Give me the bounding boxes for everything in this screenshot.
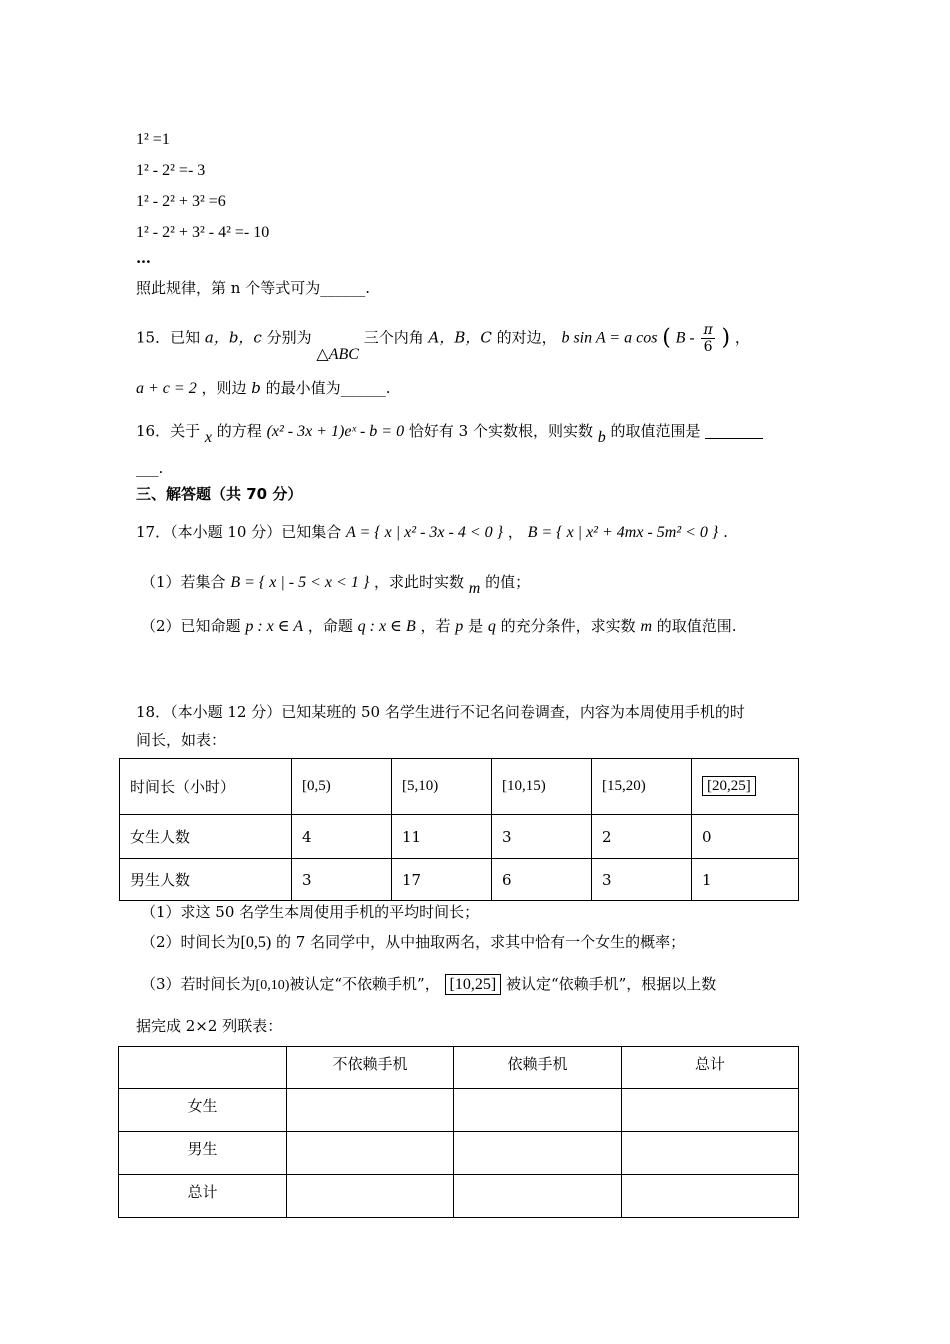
question-17: [136, 522, 728, 543]
q18-s3-int2: [10,25]: [445, 974, 502, 995]
q18-part-3-line-2: 据完成 2×2 列联表：: [136, 1017, 283, 1035]
q15-b-var: b: [251, 379, 261, 397]
row-label: 女生: [119, 1089, 287, 1132]
q17-s2-q: q : x ∈ B: [357, 618, 416, 635]
header-cell: 不依赖手机: [287, 1047, 454, 1089]
q18-s3-c: 被认定“依赖手机”，根据以上数: [505, 975, 717, 993]
q17-part-2: [141, 616, 737, 637]
q15-paren-close: ): [721, 325, 731, 351]
q15-pi: π: [703, 322, 713, 338]
q16-x: x: [204, 429, 212, 446]
table-cell: 3: [592, 859, 692, 901]
q17-s1-set: B = { x | - 5 < x < 1 }: [230, 574, 370, 591]
row-label: 男生: [119, 1132, 287, 1175]
q18-line-2: 间长，如表：: [136, 731, 227, 749]
q15-comma: ，: [734, 328, 750, 347]
table-cell: [454, 1089, 622, 1132]
q15-eq-b: B -: [675, 329, 695, 347]
q18-s2-a: （2）时间长为: [141, 933, 241, 951]
table-cell: 4: [292, 815, 392, 859]
table-cell: [287, 1175, 454, 1218]
q18-s2-interval: [0,5): [240, 934, 272, 951]
q15-equation-left: b sin A = a cos: [561, 329, 658, 347]
q18-s2-b: 的 7 名同学中，从中抽取两名，求其中恰有一个女生的概率；: [275, 933, 686, 951]
row-label: 男生人数: [120, 859, 292, 901]
table-cell: 1: [692, 859, 799, 901]
q15-text-4: 的对边，: [496, 328, 557, 347]
section-title: 三、解答题（共 70 分）: [136, 485, 303, 503]
header-cell: 时间长（小时）: [120, 759, 292, 815]
header-cell: 依赖手机: [454, 1047, 622, 1089]
q18-s3-b: 被认定“不依赖手机”，: [289, 975, 440, 993]
q17-head: 17．（本小题 10 分）已知集合: [136, 523, 342, 541]
q15-pi-over-6: [701, 322, 714, 355]
q15-paren-open: (: [662, 325, 671, 351]
question-16: [136, 418, 763, 445]
q17-s1-c: 的值；: [485, 573, 531, 591]
table-row: [119, 1089, 799, 1132]
q16-text-4: 的取值范围是: [610, 422, 701, 440]
q15-vars: a，b，c: [204, 328, 262, 347]
q17-s2-p2: p: [455, 618, 464, 635]
q15-triangle: △ABC: [316, 345, 359, 363]
header-cell: 总计: [622, 1047, 799, 1089]
q17-sep: ，: [507, 523, 523, 541]
table-cell: [287, 1089, 454, 1132]
table-cell: 2: [592, 815, 692, 859]
table-row: [120, 859, 799, 901]
header-cell-boxed: [692, 759, 799, 815]
seq-line-4: 1² - 2² + 3² - 4² =- 10: [136, 224, 270, 241]
q18-line-1: 18．（本小题 12 分）已知某班的 50 名学生进行不记名问卷调查，内容为本周使用手机的时: [136, 703, 745, 721]
question-15-line-2: [136, 378, 390, 399]
contingency-header: [119, 1047, 799, 1089]
q17-s2-f: 的取值范围.: [656, 617, 737, 635]
q16-equation: (x² - 3x + 1)eˣ - b = 0: [266, 423, 405, 440]
table-cell: 11: [392, 815, 492, 859]
contingency-table: [118, 1046, 799, 1218]
seq-line-3: 1² - 2² + 3² =6: [136, 193, 226, 210]
q18-part-2: [141, 932, 685, 953]
q15-angles: A，B，C: [428, 328, 492, 347]
table-cell: [622, 1132, 799, 1175]
q15-answer-blank: ______.: [340, 379, 391, 397]
q16-tail: ___.: [136, 459, 164, 477]
table-row: [119, 1175, 799, 1218]
q17-s1-b: ，求此时实数: [374, 573, 465, 591]
table-cell: [622, 1089, 799, 1132]
header-cell: [0,5): [292, 759, 392, 815]
table-row: [120, 815, 799, 859]
q14-tail: 照此规律，第 n 个等式可为______.: [136, 279, 370, 297]
q17-set-a: A = { x | x² - 3x - 4 < 0 }: [346, 524, 504, 541]
q17-s1-a: （1）若集合: [141, 573, 226, 591]
table-cell: 0: [692, 815, 799, 859]
q16-prefix: 16．关于: [136, 422, 201, 440]
q18-s3-a: （3）若时间长为: [141, 975, 256, 993]
q17-s2-e: 的充分条件，求实数: [500, 617, 636, 635]
header-cell: [10,15): [492, 759, 592, 815]
usage-table: [119, 758, 799, 901]
table-cell: [622, 1175, 799, 1218]
q16-blank: [705, 438, 763, 439]
table-cell: 17: [392, 859, 492, 901]
seq-ellipsis: …: [136, 249, 151, 267]
q17-end: .: [723, 523, 728, 541]
q17-s2-m: m: [640, 618, 653, 635]
q18-part-1: （1）求这 50 名学生本周使用手机的平均时间长；: [141, 903, 480, 921]
q15-text-2: 分别为: [266, 328, 312, 347]
header-cell: [15,20): [592, 759, 692, 815]
table-cell: [454, 1175, 622, 1218]
q17-s2-a: （2）已知命题: [141, 617, 241, 635]
q15-text-3: 三个内角: [363, 328, 424, 347]
question-15: [136, 322, 750, 363]
q16-text-2: 的方程: [216, 422, 262, 440]
q18-part-3: [141, 974, 716, 996]
q15-condition: a + c = 2: [136, 380, 197, 397]
row-label: 女生人数: [120, 815, 292, 859]
usage-table-header: [120, 759, 799, 815]
seq-line-1: 1² =1: [136, 131, 170, 148]
q15-six: 6: [703, 339, 713, 355]
q15-line2-text: ，则边: [201, 379, 247, 397]
table-cell: [454, 1132, 622, 1175]
table-row: [119, 1132, 799, 1175]
q17-set-b: B = { x | x² + 4mx - 5m² < 0 }: [527, 524, 719, 541]
q17-part-1: [141, 572, 531, 597]
q17-s1-m: m: [468, 580, 481, 597]
q17-s2-q2: q: [487, 618, 496, 635]
row-label: 总计: [119, 1175, 287, 1218]
q15-line2-end: 的最小值为: [265, 379, 341, 397]
q18-s3-int1: [0,10): [255, 978, 290, 993]
q16-text-3: 恰好有 3 个实数根，则实数: [408, 422, 593, 440]
table-cell: 3: [292, 859, 392, 901]
header-cell: [5,10): [392, 759, 492, 815]
seq-line-2: 1² - 2² =- 3: [136, 162, 206, 179]
table-cell: 6: [492, 859, 592, 901]
q17-s2-d: 是: [468, 617, 484, 635]
q17-s2-c: ，若: [420, 617, 451, 635]
table-cell: [287, 1132, 454, 1175]
table-cell: 3: [492, 815, 592, 859]
header-cell-empty: [119, 1047, 287, 1089]
q17-s2-b: ，命题: [307, 617, 353, 635]
q16-b: b: [597, 429, 606, 446]
q15-prefix: 15．已知: [136, 328, 201, 347]
q17-s2-p: p : x ∈ A: [245, 618, 304, 635]
header-cell-text: [20,25]: [702, 776, 756, 796]
